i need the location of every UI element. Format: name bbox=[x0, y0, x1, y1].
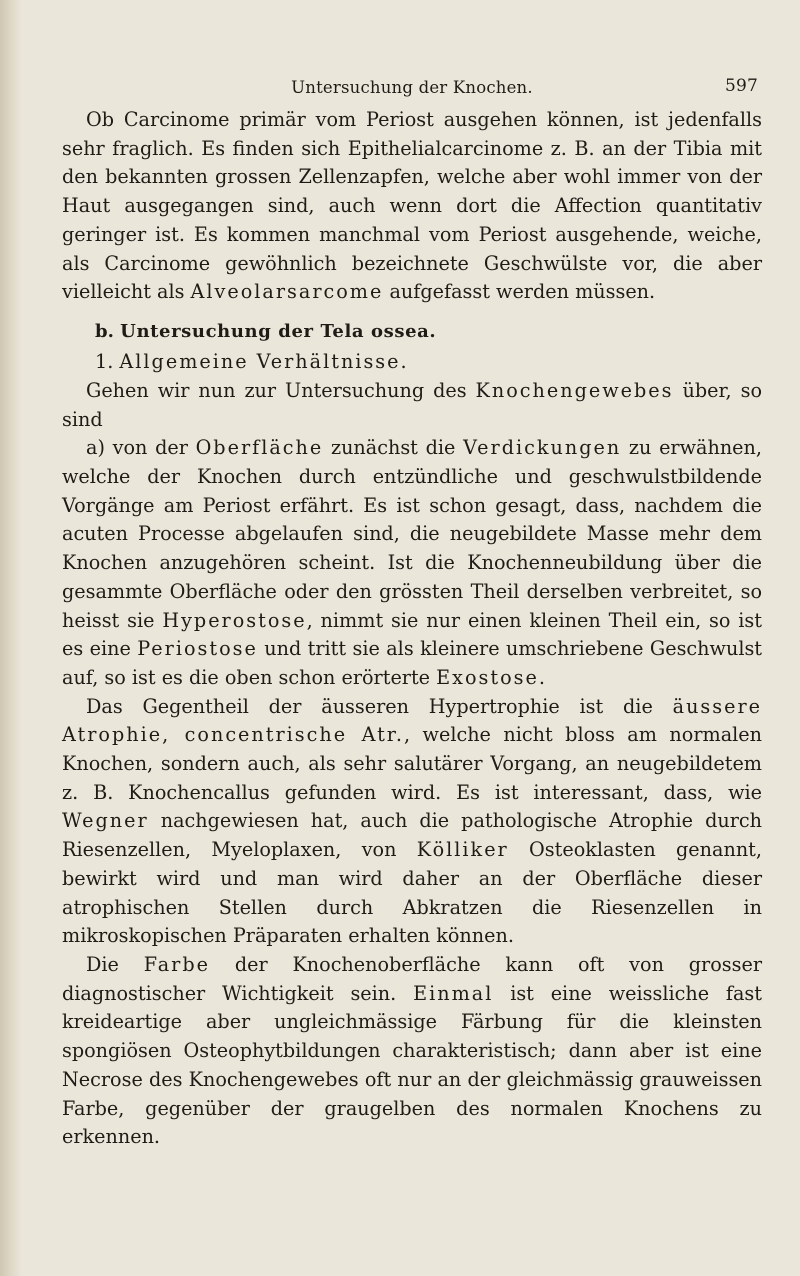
page-number: 597 bbox=[724, 76, 758, 96]
atrophie-start: Das Gegentheil der äusseren Hypertrophie ist die bbox=[86, 694, 653, 718]
para-a-mid3: , nimmt sie nur einen kleinen Theil ein, so ist es eine bbox=[62, 608, 762, 661]
term-farbe: Farbe bbox=[143, 952, 210, 976]
intro-end: über, so sind bbox=[62, 378, 763, 431]
book-page bbox=[62, 66, 762, 1152]
subsection-number: 1. bbox=[95, 349, 114, 373]
term-knochengewebes: Knochengewebes bbox=[475, 378, 674, 402]
paragraph-intro bbox=[62, 377, 762, 434]
paragraph-carcinome-end: aufgefasst werden müssen. bbox=[389, 280, 656, 304]
subsection-title: Allgemeine Verhältnisse. bbox=[119, 349, 409, 373]
section-heading bbox=[62, 317, 762, 347]
para-a-start: a) von der bbox=[86, 436, 188, 460]
paragraph-carcinome-text: Ob Carcinome primär vom Periost ausgehen können, ist jedenfalls sehr fraglich. Es finden sich Epithelialcarcinome z. B. an der Tibia mit den bekannten grossen Zellenzapfen, welche aber wohl immer von der Haut ausgegangen sind, auch wenn dort die Affection quantitativ geringer ist. Es kommen manchmal vom Periost ausgehende, weiche, als Carcinome gewöhnlich bezeichnete Geschwülste vor, die aber vielleicht als bbox=[62, 108, 762, 304]
term-alveolarsarcome: Alveolarsarcome bbox=[190, 280, 384, 304]
term-aeussere-atrophie: äussere Atrophie, concentrische Atr. bbox=[62, 694, 762, 747]
term-einmal: Einmal bbox=[413, 981, 494, 1005]
paragraph-oberflaeche bbox=[62, 434, 762, 692]
term-periostose: Periostose bbox=[137, 637, 258, 661]
paragraph-carcinome bbox=[62, 106, 762, 307]
farbe-mid1: der Knochenoberfläche kann oft von grosser diagnostischer Wichtigkeit sein. bbox=[62, 952, 762, 1005]
atrophie-mid2: nachgewiesen hat, auch die pathologische Atrophie durch Riesenzellen, Myeloplaxen, von bbox=[62, 809, 762, 862]
term-hyperostose: Hyperostose bbox=[162, 608, 307, 632]
subsection-heading bbox=[62, 347, 762, 377]
term-exostose: Exostose. bbox=[436, 665, 547, 689]
section-label: b. bbox=[95, 320, 114, 342]
farbe-start: Die bbox=[86, 952, 119, 976]
term-oberflaeche: Oberfläche bbox=[195, 436, 324, 460]
running-header bbox=[62, 66, 762, 106]
term-verdickungen: Verdickungen bbox=[463, 436, 622, 460]
para-a-mid4: und tritt sie als kleinere umschriebene Geschwulst auf, so ist es die oben schon erörterte bbox=[62, 637, 763, 689]
paragraph-atrophie bbox=[62, 693, 762, 951]
paragraph-farbe bbox=[62, 951, 762, 1152]
term-koelliker: Kölliker bbox=[416, 838, 509, 862]
running-title: Untersuchung der Knochen. bbox=[291, 78, 533, 97]
term-wegner: Wegner bbox=[62, 809, 149, 833]
farbe-end: ist eine weissliche fast kreideartige aber ungleichmässige Färbung für die kleinsten spongiösen Osteophytbildungen charakteristisch; dann aber ist eine Necrose des Knochengewebes oft nur an der gleichmässig grauweissen Farbe, gegenüber der graugelben des normalen Knochens zu erkennen. bbox=[62, 981, 762, 1149]
atrophie-mid1: , welche nicht bloss am normalen Knochen, sondern auch, als sehr salutärer Vorgang, an neugebildetem z. B. Knochencallus gefunden wird. Es ist interessant, dass, wie bbox=[62, 723, 762, 804]
section-title: Untersuchung der Tela ossea. bbox=[120, 320, 437, 342]
atrophie-end: Osteoklasten genannt, bewirkt wird und man wird daher an der Oberfläche dieser atrophischen Stellen durch Abkratzen die Riesenzellen in mikroskopischen Präparaten erhalten können. bbox=[62, 838, 762, 948]
para-a-mid1: zunächst die bbox=[330, 436, 456, 460]
para-a-mid2: zu erwähnen, welche der Knochen durch entzündliche und geschwulstbildende Vorgänge am Periost erfährt. Es ist schon gesagt, dass, nachdem die acuten Processe abgelaufen sind, die neugebildete Masse mehr dem Knochen anzugehören scheint. Ist die Knochenneubildung über die gesammte Oberfläche oder den grössten Theil derselben verbreitet, so heisst sie bbox=[62, 436, 762, 632]
page-edge-shadow bbox=[0, 0, 22, 1276]
intro-text: Gehen wir nun zur Untersuchung des bbox=[86, 378, 467, 402]
